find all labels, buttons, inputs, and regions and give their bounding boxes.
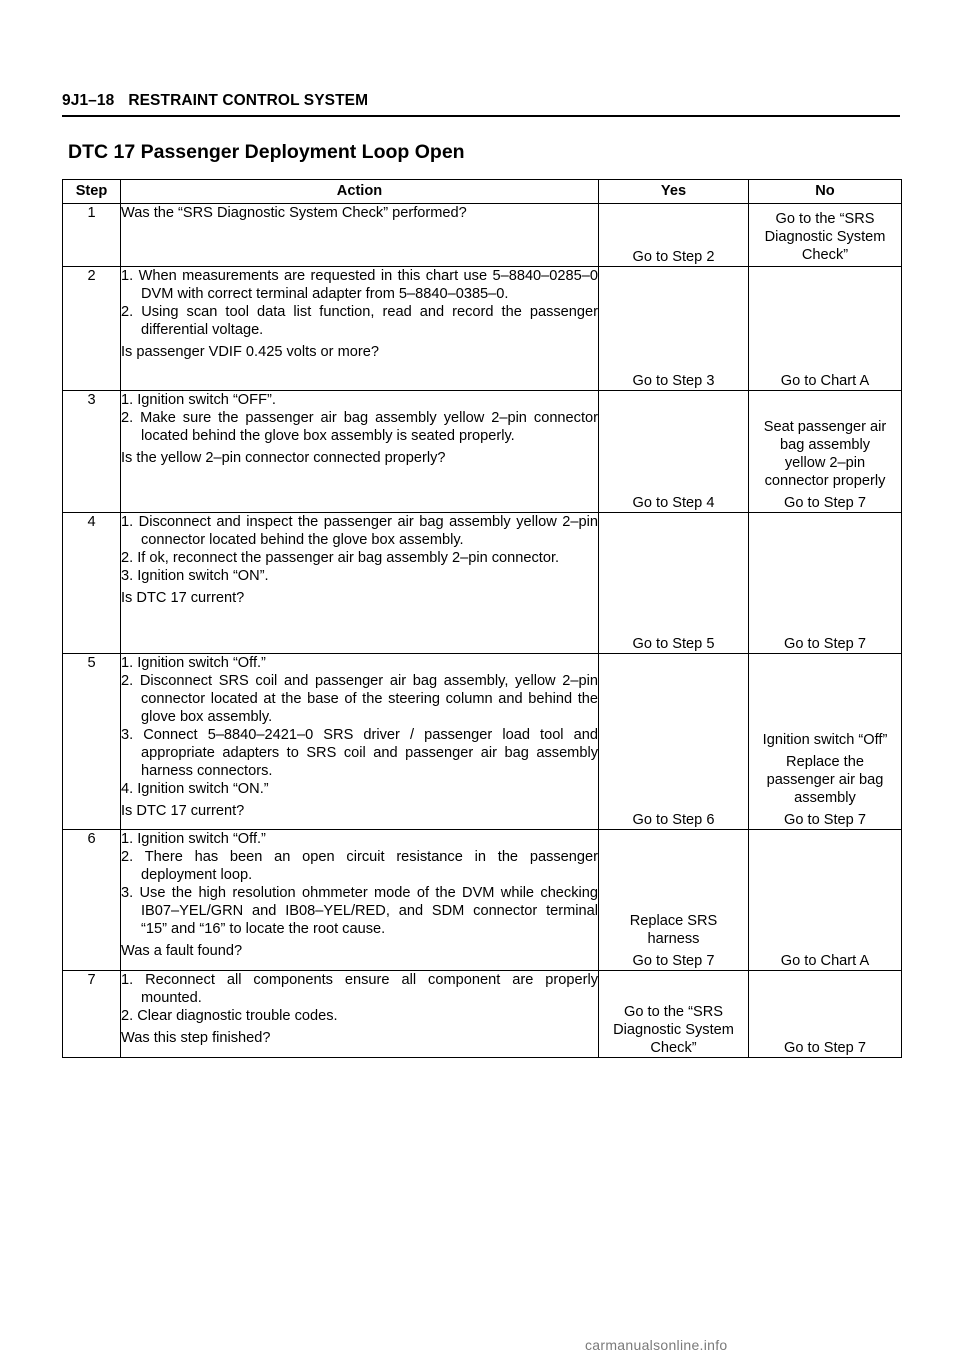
step-number: 3 — [63, 391, 121, 513]
action-question: Is passenger VDIF 0.425 volts or more? — [121, 344, 379, 360]
table-row — [63, 830, 902, 971]
no-result-text: Go to Step 7 — [784, 1040, 866, 1056]
no-result-text: Go to the “SRS Diagnostic System Check” — [764, 211, 886, 263]
yes-result-text: Go to the “SRS Diagnostic System Check” — [613, 1004, 734, 1056]
table-row — [63, 267, 902, 391]
yes-result-cell — [599, 654, 749, 830]
no-result-cell — [749, 391, 902, 513]
action-step-item: 2. Using scan tool data list function, read and record the passenger differential voltage. — [121, 304, 598, 338]
action-cell — [121, 513, 599, 654]
yes-result-text: Replace SRS harness — [629, 913, 718, 947]
action-question: Was this step finished? — [121, 1030, 271, 1046]
yes-result-cell — [599, 267, 749, 391]
no-result-text: Go to Step 7 — [784, 812, 866, 828]
no-result-cell — [749, 654, 902, 830]
action-step-item: 1. Disconnect and inspect the passenger air bag assembly yellow 2–pin connector located behind the glove box assembly. — [121, 514, 598, 548]
no-result-text: Go to Step 7 — [784, 636, 866, 652]
action-step-item: 2. If ok, reconnect the passenger air bag assembly 2–pin connector. — [121, 550, 560, 566]
action-step-item: 1. Reconnect all components ensure all component are properly mounted. — [121, 972, 598, 1006]
no-result-text: Seat passenger air bag assembly yellow 2–pin connector properly — [763, 419, 887, 489]
action-cell — [121, 654, 599, 830]
step-number: 7 — [63, 971, 121, 1058]
step-number: 2 — [63, 267, 121, 391]
action-step-item: 2. Make sure the passenger air bag assembly yellow 2–pin connector located behind the glove box assembly is seated properly. — [121, 410, 598, 444]
header-rule — [62, 115, 900, 117]
action-question: Is DTC 17 current? — [121, 590, 245, 606]
yes-result-cell — [599, 513, 749, 654]
no-result-cell — [749, 830, 902, 971]
no-result-text: Replace the passenger air bag assembly — [766, 754, 884, 806]
no-result-text: Go to Chart A — [780, 953, 870, 969]
action-cell — [121, 204, 599, 267]
no-result-cell — [749, 204, 902, 267]
no-result-cell — [749, 267, 902, 391]
no-result-cell — [749, 513, 902, 654]
action-step-item: 1. Ignition switch “Off.” — [121, 655, 266, 671]
table-row — [63, 971, 902, 1058]
action-question: Was a fault found? — [121, 943, 243, 959]
column-header-action: Action — [121, 180, 599, 204]
action-step-item: 1. Ignition switch “Off.” — [121, 831, 266, 847]
action-cell — [121, 830, 599, 971]
action-step-item: 2. There has been an open circuit resistance in the passenger deployment loop. — [121, 849, 598, 883]
table-row — [63, 204, 902, 267]
action-step-item: 3. Ignition switch “ON”. — [121, 568, 269, 584]
yes-result-text: Go to Step 2 — [632, 249, 715, 265]
action-step-item: 1. When measurements are requested in this chart use 5–8840–0285–0 DVM with correct terminal adapter from 5–8840–0385–0. — [121, 268, 598, 302]
no-result-text: Go to Chart A — [780, 373, 870, 389]
step-number: 1 — [63, 204, 121, 267]
yes-result-cell — [599, 204, 749, 267]
action-cell — [121, 267, 599, 391]
table-row — [63, 391, 902, 513]
table-row — [63, 513, 902, 654]
no-result-cell — [749, 971, 902, 1058]
table-row — [63, 654, 902, 830]
section-title: RESTRAINT CONTROL SYSTEM — [128, 92, 369, 109]
table-header-row — [63, 180, 902, 204]
diagnostic-table — [62, 179, 902, 1058]
yes-result-text: Go to Step 3 — [632, 373, 715, 389]
action-step-item: 1. Ignition switch “OFF”. — [121, 392, 276, 408]
step-number: 5 — [63, 654, 121, 830]
action-cell — [121, 971, 599, 1058]
action-step-item: 3. Connect 5–8840–2421–0 SRS driver / passenger load tool and appropriate adapters to SRS coil and passenger air bag assembly harness connectors. — [121, 727, 598, 779]
yes-result-text: Go to Step 7 — [632, 953, 715, 969]
yes-result-cell — [599, 971, 749, 1058]
yes-result-text: Go to Step 6 — [632, 812, 715, 828]
column-header-no: No — [749, 180, 902, 204]
watermark-text: carmanualsonline.info — [585, 1337, 728, 1353]
yes-result-cell — [599, 391, 749, 513]
yes-result-text: Go to Step 5 — [632, 636, 715, 652]
yes-result-text: Go to Step 4 — [632, 495, 715, 511]
action-question: Was the “SRS Diagnostic System Check” performed? — [121, 205, 467, 221]
action-question: Is DTC 17 current? — [121, 803, 245, 819]
action-step-item: 3. Use the high resolution ohmmeter mode of the DVM while checking IB07–YEL/GRN and IB08–YEL/RED, and SDM connector terminal “15” and “16” to locate the root cause. — [121, 885, 598, 937]
page-code: 9J1–18 — [62, 92, 115, 109]
action-question: Is the yellow 2–pin connector connected properly? — [121, 450, 446, 466]
page-header — [62, 92, 368, 110]
no-result-text: Ignition switch “Off” — [762, 732, 888, 748]
column-header-yes: Yes — [599, 180, 749, 204]
step-number: 6 — [63, 830, 121, 971]
yes-result-cell — [599, 830, 749, 971]
action-step-item: 4. Ignition switch “ON.” — [121, 781, 269, 797]
action-cell — [121, 391, 599, 513]
no-result-text: Go to Step 7 — [784, 495, 866, 511]
column-header-step: Step — [63, 180, 121, 204]
step-number: 4 — [63, 513, 121, 654]
page-title: DTC 17 Passenger Deployment Loop Open — [68, 141, 465, 163]
action-step-item: 2. Clear diagnostic trouble codes. — [121, 1008, 338, 1024]
action-step-item: 2. Disconnect SRS coil and passenger air bag assembly, yellow 2–pin connector located at the base of the steering column and behind the glove box assembly. — [121, 673, 598, 725]
